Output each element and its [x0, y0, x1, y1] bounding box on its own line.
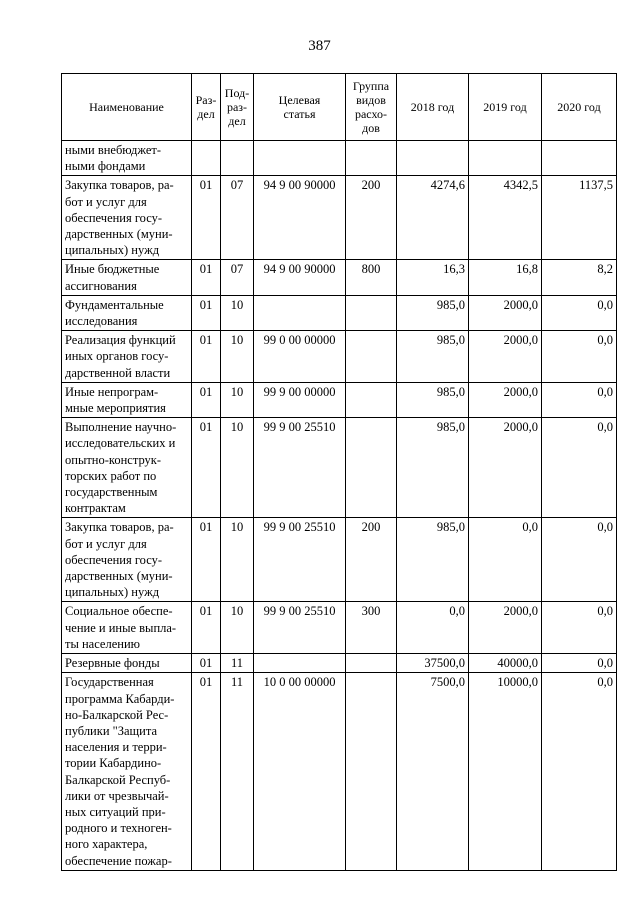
table-row	[62, 176, 617, 260]
amount-2019-cell: 2000,0	[469, 602, 542, 654]
row-name-cell: Фундаментальные исследования	[62, 295, 192, 330]
razdel-cell: 01	[192, 518, 221, 602]
column-header: Наименование	[62, 74, 192, 141]
amount-2018-cell: 16,3	[397, 260, 469, 295]
amount-2020-cell: 1137,5	[542, 176, 617, 260]
podrazdel-cell: 11	[221, 673, 254, 870]
row-name-cell: Резервные фонды	[62, 654, 192, 673]
table-row	[62, 382, 617, 417]
table-row	[62, 260, 617, 295]
row-name-cell: Закупка товаров, ра- бот и услуг для обеспечения госу- дарственных (муни- ципальных) нужд	[62, 176, 192, 260]
amount-2020-cell: 0,0	[542, 382, 617, 417]
target-article-cell	[254, 141, 346, 176]
razdel-cell: 01	[192, 176, 221, 260]
table-row	[62, 141, 617, 176]
razdel-cell: 01	[192, 654, 221, 673]
row-name-cell: Иные бюджетные ассигнования	[62, 260, 192, 295]
column-header: 2018 год	[397, 74, 469, 141]
amount-2019-cell: 0,0	[469, 518, 542, 602]
podrazdel-cell: 07	[221, 260, 254, 295]
amount-2019-cell: 10000,0	[469, 673, 542, 870]
expense-group-cell	[346, 382, 397, 417]
expense-group-cell	[346, 141, 397, 176]
amount-2018-cell	[397, 141, 469, 176]
amount-2018-cell: 985,0	[397, 295, 469, 330]
row-name-cell: ными внебюджет- ными фондами	[62, 141, 192, 176]
amount-2020-cell: 0,0	[542, 654, 617, 673]
amount-2020-cell: 0,0	[542, 518, 617, 602]
podrazdel-cell: 10	[221, 602, 254, 654]
podrazdel-cell: 10	[221, 418, 254, 518]
target-article-cell: 10 0 00 00000	[254, 673, 346, 870]
expense-group-cell: 200	[346, 518, 397, 602]
table-row	[62, 518, 617, 602]
column-header: Группа видов расхо- дов	[346, 74, 397, 141]
target-article-cell: 99 9 00 25510	[254, 518, 346, 602]
razdel-cell: 01	[192, 331, 221, 383]
amount-2020-cell: 8,2	[542, 260, 617, 295]
amount-2019-cell: 2000,0	[469, 382, 542, 417]
table-row	[62, 331, 617, 383]
razdel-cell: 01	[192, 602, 221, 654]
amount-2018-cell: 985,0	[397, 331, 469, 383]
podrazdel-cell: 10	[221, 331, 254, 383]
podrazdel-cell: 07	[221, 176, 254, 260]
expense-group-cell	[346, 673, 397, 870]
amount-2019-cell	[469, 141, 542, 176]
amount-2018-cell: 985,0	[397, 382, 469, 417]
amount-2018-cell: 0,0	[397, 602, 469, 654]
table-body	[62, 141, 617, 871]
target-article-cell: 94 9 00 90000	[254, 176, 346, 260]
amount-2019-cell: 4342,5	[469, 176, 542, 260]
column-header: Целевая статья	[254, 74, 346, 141]
table-row	[62, 602, 617, 654]
column-header: Раз- дел	[192, 74, 221, 141]
column-header: Под- раз- дел	[221, 74, 254, 141]
column-header: 2019 год	[469, 74, 542, 141]
expense-group-cell	[346, 295, 397, 330]
podrazdel-cell	[221, 141, 254, 176]
expense-group-cell: 200	[346, 176, 397, 260]
table-row	[62, 418, 617, 518]
target-article-cell	[254, 295, 346, 330]
row-name-cell: Закупка товаров, ра- бот и услуг для обеспечения госу- дарственных (муни- ципальных) нужд	[62, 518, 192, 602]
amount-2020-cell: 0,0	[542, 673, 617, 870]
target-article-cell: 99 9 00 25510	[254, 602, 346, 654]
podrazdel-cell: 10	[221, 382, 254, 417]
expense-group-cell: 800	[346, 260, 397, 295]
target-article-cell: 99 9 00 00000	[254, 382, 346, 417]
table-row	[62, 673, 617, 870]
razdel-cell: 01	[192, 418, 221, 518]
amount-2020-cell: 0,0	[542, 295, 617, 330]
amount-2018-cell: 985,0	[397, 518, 469, 602]
amount-2019-cell: 16,8	[469, 260, 542, 295]
amount-2018-cell: 985,0	[397, 418, 469, 518]
target-article-cell: 94 9 00 90000	[254, 260, 346, 295]
target-article-cell: 99 9 00 25510	[254, 418, 346, 518]
razdel-cell: 01	[192, 673, 221, 870]
amount-2019-cell: 2000,0	[469, 331, 542, 383]
row-name-cell: Государственная программа Кабарди- но-Балкарской Рес- публики "Защита населения и терри- тории Кабардино- Балкарской Респуб- лики от чрезвычай- ных ситуаций при- родного и техноген- ного характера, обеспечение пожар-	[62, 673, 192, 870]
amount-2020-cell	[542, 141, 617, 176]
expense-group-cell: 300	[346, 602, 397, 654]
expense-group-cell	[346, 654, 397, 673]
podrazdel-cell: 11	[221, 654, 254, 673]
amount-2019-cell: 2000,0	[469, 418, 542, 518]
podrazdel-cell: 10	[221, 518, 254, 602]
budget-table	[61, 73, 617, 871]
row-name-cell: Выполнение научно- исследовательских и опытно-конструк- торских работ по государственным контрактам	[62, 418, 192, 518]
column-header: 2020 год	[542, 74, 617, 141]
amount-2020-cell: 0,0	[542, 331, 617, 383]
razdel-cell: 01	[192, 260, 221, 295]
expense-group-cell	[346, 331, 397, 383]
amount-2018-cell: 7500,0	[397, 673, 469, 870]
amount-2018-cell: 37500,0	[397, 654, 469, 673]
target-article-cell: 99 0 00 00000	[254, 331, 346, 383]
page-number: 387	[308, 38, 331, 54]
razdel-cell	[192, 141, 221, 176]
amount-2020-cell: 0,0	[542, 602, 617, 654]
podrazdel-cell: 10	[221, 295, 254, 330]
row-name-cell: Реализация функций иных органов госу- дарственной власти	[62, 331, 192, 383]
amount-2018-cell: 4274,6	[397, 176, 469, 260]
header-row	[62, 74, 617, 141]
target-article-cell	[254, 654, 346, 673]
row-name-cell: Социальное обеспе- чение и иные выпла- ты населению	[62, 602, 192, 654]
razdel-cell: 01	[192, 382, 221, 417]
expense-group-cell	[346, 418, 397, 518]
amount-2020-cell: 0,0	[542, 418, 617, 518]
row-name-cell: Иные непрограм- мные мероприятия	[62, 382, 192, 417]
amount-2019-cell: 40000,0	[469, 654, 542, 673]
razdel-cell: 01	[192, 295, 221, 330]
amount-2019-cell: 2000,0	[469, 295, 542, 330]
table-row	[62, 295, 617, 330]
table-row	[62, 654, 617, 673]
